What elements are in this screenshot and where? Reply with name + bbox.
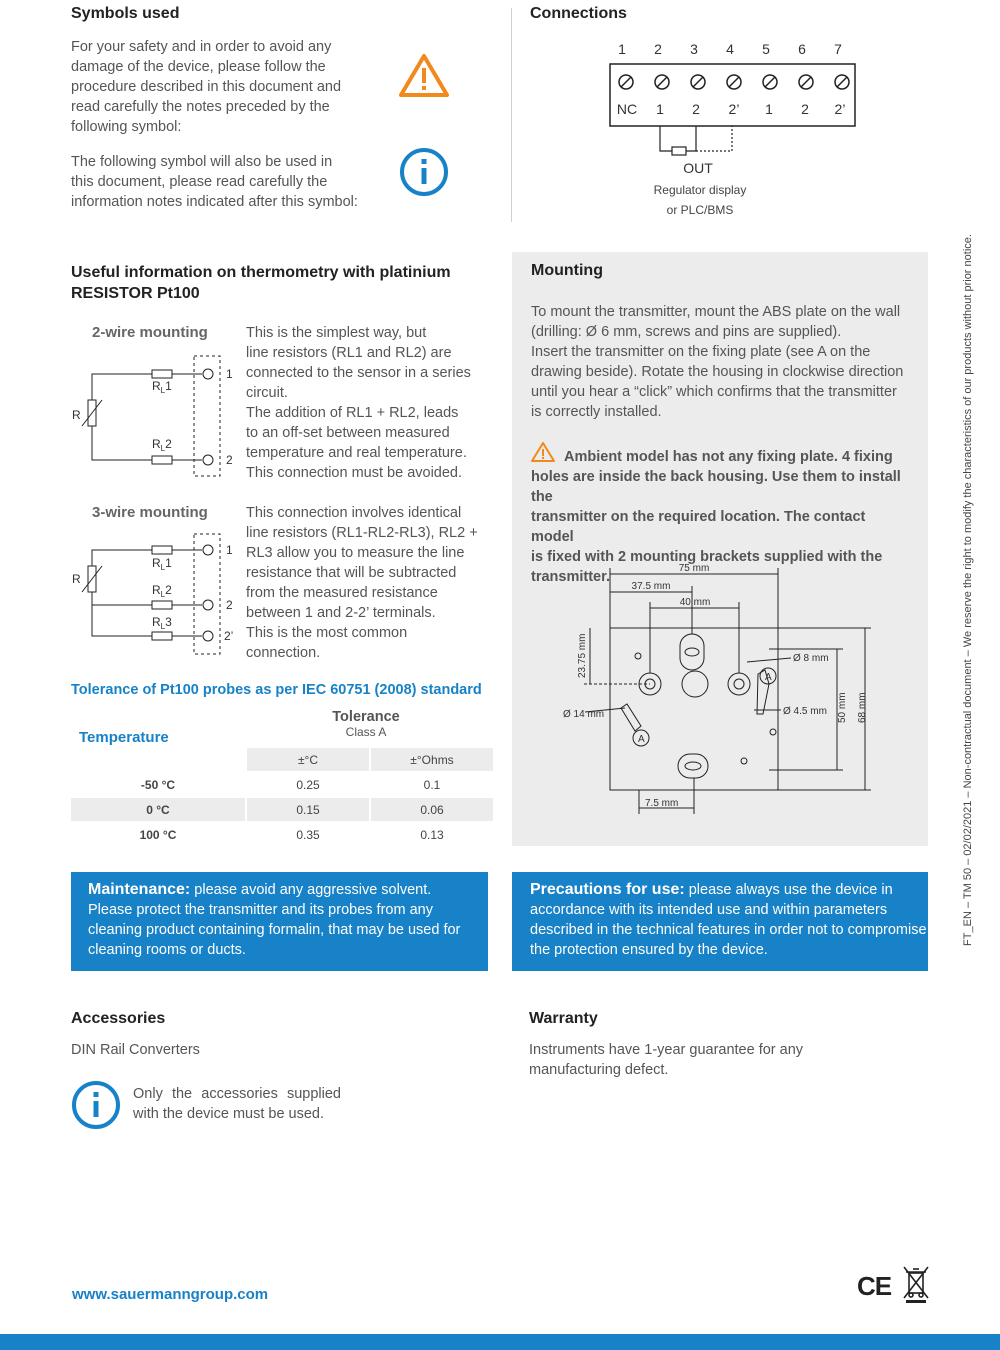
website-link[interactable]: www.sauermanngroup.com xyxy=(72,1286,269,1303)
table-row: ±°C ±°Ohms xyxy=(71,748,493,771)
mounting-text: To mount the transmitter, mount the ABS plate on the wall (drilling: Ø 6 mm, screws and pins are supplied). Insert the transmitter on the fixing plate (see A on the drawing beside). Rotate the housing in clockwise direction until you hear a “click” which confirms that the transmitter is correctly installed. xyxy=(531,304,904,420)
accessories-title: Accessories xyxy=(71,1010,166,1027)
tolerance-title: Tolerance of Pt100 probes as per IEC 60751 (2008) standard xyxy=(71,682,482,698)
two-wire-title: 2-wire mounting xyxy=(92,324,208,341)
accessories-item: DIN Rail Converters xyxy=(71,1042,200,1058)
mounting-title: Mounting xyxy=(531,262,603,279)
svg-text:1: 1 xyxy=(656,101,664,117)
warning-icon xyxy=(398,52,450,98)
svg-text:50 mm: 50 mm xyxy=(837,692,848,723)
svg-text:A: A xyxy=(765,672,772,683)
svg-text:1: 1 xyxy=(765,101,773,117)
svg-text:40 mm: 40 mm xyxy=(679,597,711,608)
weee-bin-icon xyxy=(902,1264,930,1304)
svg-text:R: R xyxy=(72,572,81,586)
svg-text:68 mm: 68 mm xyxy=(857,692,868,723)
warranty-text: Instruments have 1-year guarantee for any manufacturing defect. xyxy=(529,1042,804,1078)
table-row: 100 °C 0.35 0.13 xyxy=(139,827,444,842)
connections-title: Connections xyxy=(530,5,627,22)
symbols-info-text: The following symbol will also be used in this document, please read carefully the information notes indicated after this symbol: xyxy=(71,154,358,210)
svg-text:2: 2 xyxy=(654,41,662,57)
svg-text:2’: 2’ xyxy=(728,101,740,117)
ce-mark-icon: CE xyxy=(857,1271,892,1301)
tolerance-table xyxy=(69,746,495,848)
svg-text:7.5 mm: 7.5 mm xyxy=(645,798,679,809)
maintenance-box: Maintenance: please avoid any aggressive solvent. Please protect the transmitter and its probes from any cleaning product containing formalin, that may be used for cleaning rooms or ducts. xyxy=(71,872,488,971)
svg-text:1: 1 xyxy=(618,41,626,57)
svg-text:75 mm: 75 mm xyxy=(678,563,710,574)
svg-text:RL2: $R_L2$ xyxy=(152,583,172,599)
table-row: -50 °C 0.25 0.1 xyxy=(140,777,441,792)
precautions-box: Precautions for use: please always use the device in accordance with its intended use and within parameters described in the technical features in order not to compromise the protection ensured by the device. xyxy=(512,872,928,971)
three-wire-diagram xyxy=(66,530,246,658)
info-icon xyxy=(71,1080,121,1130)
svg-text:1: 1 xyxy=(226,543,233,557)
svg-text:NC: NC xyxy=(616,101,638,117)
temperature-header: Temperature xyxy=(79,729,169,746)
svg-text:37.5 mm: 37.5 mm xyxy=(631,581,671,592)
svg-text:2: 2 xyxy=(226,598,233,612)
svg-text:Ø 8 mm: Ø 8 mm xyxy=(793,653,829,664)
svg-text:6: 6 xyxy=(798,41,806,57)
three-wire-title: 3-wire mounting xyxy=(92,504,208,521)
svg-text:7: 7 xyxy=(834,41,842,57)
svg-text:Ø 14 mm: Ø 14 mm xyxy=(563,709,605,720)
svg-text:1: 1 xyxy=(226,367,233,381)
tolerance-header: Tolerance Class A xyxy=(332,709,400,739)
symbols-title: Symbols used xyxy=(71,5,180,22)
svg-text:OUT: OUT xyxy=(683,160,713,176)
table-row: 0 °C 0.15 0.06 xyxy=(71,798,493,821)
connections-caption: Regulator display or PLC/BMS xyxy=(653,183,747,217)
svg-text:2: 2 xyxy=(801,101,809,117)
symbols-warning-text: For your safety and in order to avoid any damage of the device, please follow the procedure described in this document and read carefully the notes preceded by the following symbol: xyxy=(71,39,342,135)
warranty-title: Warranty xyxy=(529,1010,598,1027)
mounting-warning-text: Ambient model has not any fixing plate. 4 fixing holes are inside the back housing. Use them to install the transmitter on the required location. The contact model is fixed with 2 mounting brackets supplied with the transmitter. xyxy=(531,449,901,585)
svg-text:4: 4 xyxy=(726,41,734,57)
svg-text:RL3: $R_L3$ xyxy=(152,615,172,631)
mounting-plate-drawing xyxy=(555,558,885,818)
accessories-note: Only the accessories supplied with the device must be used. xyxy=(133,1086,341,1122)
three-wire-text: This connection involves identical line resistors (RL1-RL2-RL3), RL2 + RL3 allow you to measure the line resistance that will be subtracted from the measured resistance between 1 and 2-2’ terminals. This is the most common connection. xyxy=(246,505,478,661)
svg-text:RL1: $R_L1$ xyxy=(152,556,172,572)
svg-text:A: A xyxy=(638,734,645,745)
svg-text:2’: 2’ xyxy=(224,629,234,643)
column-divider xyxy=(511,8,512,222)
two-wire-text: This is the simplest way, but line resistors (RL1 and RL2) are connected to the sensor in a series circuit. The addition of RL1 + RL2, leads to an off-set between measured temperature and real temperature. This connection must be avoided. xyxy=(246,325,471,481)
svg-text:3: 3 xyxy=(690,41,698,57)
svg-text:R: R xyxy=(72,408,81,422)
svg-text:Ø 4.5 mm: Ø 4.5 mm xyxy=(783,706,827,717)
two-wire-diagram xyxy=(66,352,246,477)
svg-text:2: 2 xyxy=(226,453,233,467)
svg-text:23.75 mm: 23.75 mm xyxy=(577,633,588,678)
svg-text:RL1: $R_L1$ xyxy=(152,379,172,395)
svg-text:5: 5 xyxy=(762,41,770,57)
thermometry-title: Useful information on thermometry with platinium RESISTOR Pt100 xyxy=(71,264,451,302)
svg-text:RL2: $R_L2$ xyxy=(152,437,172,453)
info-icon xyxy=(399,147,449,197)
footer-bar xyxy=(0,1334,1000,1350)
svg-text:2’: 2’ xyxy=(834,101,846,117)
vertical-disclaimer: FT_EN – TM 50 – 02/02/2021 – Non-contractual document – We reserve the right to modify the characteristics of our products without prior notice. xyxy=(962,234,974,946)
svg-text:2: 2 xyxy=(692,101,700,117)
